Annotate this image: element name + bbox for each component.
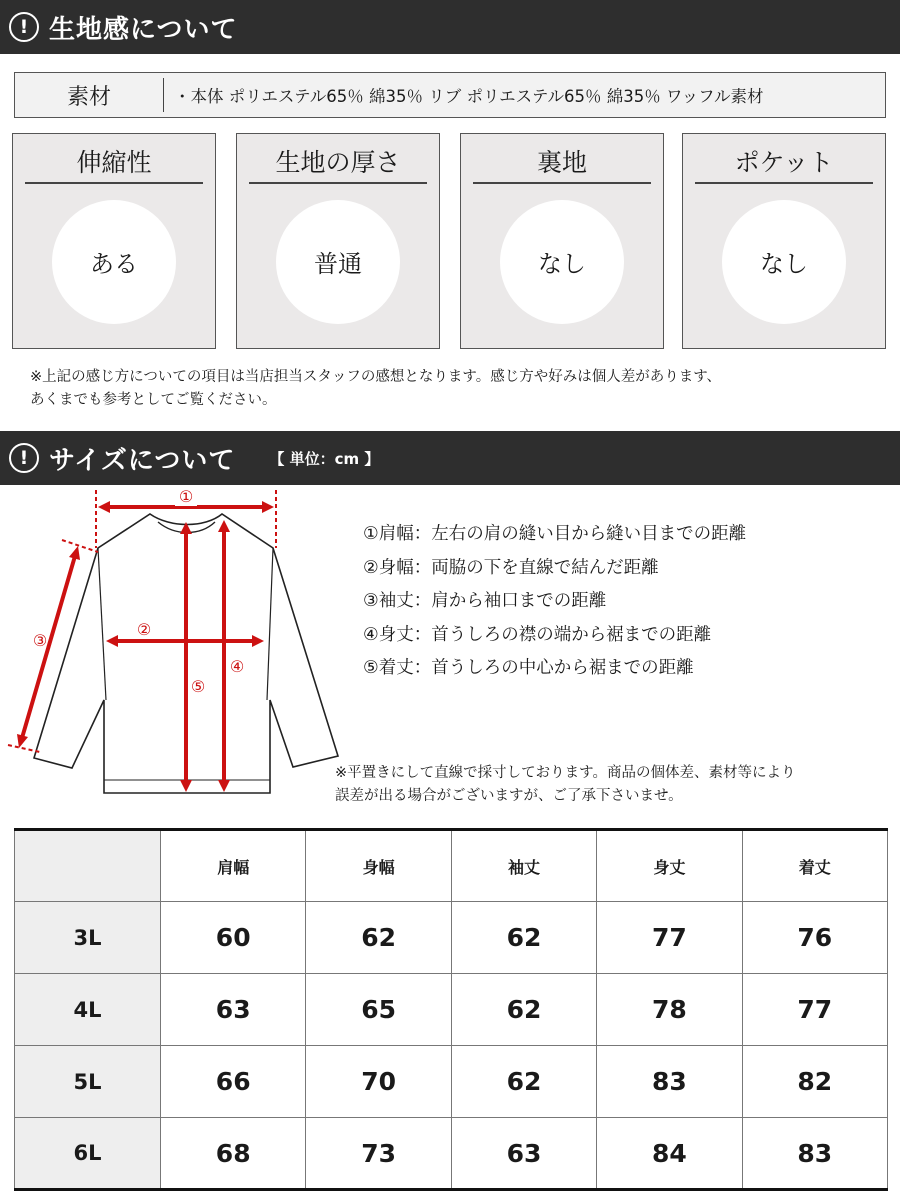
sleeve-arrow-head-bottom <box>17 734 28 748</box>
sleeve-guide-bottom <box>8 745 40 752</box>
marker-body-length: ④ <box>229 657 245 676</box>
row-size-label: 3L <box>15 902 161 974</box>
table-cell: 62 <box>451 1046 596 1118</box>
attribute-value: なし <box>500 200 624 324</box>
attribute-title: ポケット <box>734 148 834 177</box>
table-corner-cell <box>15 830 161 902</box>
column-header-shoulder: 肩幅 <box>161 830 306 902</box>
attribute-card-pocket <box>682 133 886 349</box>
size-section-title: サイズについて <box>49 445 236 476</box>
row-size-label: 4L <box>15 974 161 1046</box>
attribute-value: なし <box>722 200 846 324</box>
table-row <box>15 1118 888 1190</box>
shoulder-arrow-head-right <box>262 501 274 513</box>
table-row <box>15 1046 888 1118</box>
marker-shoulder: ① <box>178 487 194 506</box>
size-table <box>14 828 888 1191</box>
attribute-divider <box>25 182 203 184</box>
attribute-divider <box>473 182 651 184</box>
table-header-row <box>15 830 888 902</box>
attribute-card-thickness <box>236 133 440 349</box>
legend-item-shoulder: ①肩幅：左右の肩の縫い目から縫い目までの距離 <box>363 524 747 544</box>
row-size-label: 6L <box>15 1118 161 1190</box>
material-value: ・本体 ポリエステル65％ 綿35％ リブ ポリエステル65％ 綿35％ ワッフル素材 <box>174 87 764 106</box>
attribute-title: 裏地 <box>536 148 587 177</box>
table-cell: 77 <box>742 974 887 1046</box>
legend-item-total-length: ⑤着丈：首うしろの中心から裾までの距離 <box>363 658 694 678</box>
fabric-note <box>30 366 721 412</box>
table-cell: 83 <box>597 1046 742 1118</box>
table-cell: 76 <box>742 902 887 974</box>
material-row <box>14 72 886 118</box>
marker-total-length: ⑤ <box>190 677 206 696</box>
garment-measurement-diagram <box>0 484 350 814</box>
shoulder-arrow-head-left <box>98 501 110 513</box>
attribute-card-lining <box>460 133 664 349</box>
table-cell: 62 <box>451 974 596 1046</box>
table-cell: 63 <box>161 974 306 1046</box>
column-header-total-length: 着丈 <box>742 830 887 902</box>
table-cell: 78 <box>597 974 742 1046</box>
measurement-note-line: ※平置きにして直線で採寸しております。商品の個体差、素材等により <box>335 765 796 781</box>
attribute-title: 伸縮性 <box>76 148 152 177</box>
measurement-legend <box>363 518 746 686</box>
table-cell: 82 <box>742 1046 887 1118</box>
table-cell: 68 <box>161 1118 306 1190</box>
fabric-section-header <box>0 0 900 54</box>
attribute-divider <box>695 182 873 184</box>
exclamation-icon: ! <box>9 443 39 473</box>
column-header-chest: 身幅 <box>306 830 451 902</box>
table-cell: 84 <box>597 1118 742 1190</box>
table-cell: 83 <box>742 1118 887 1190</box>
measurement-note-line: 誤差が出る場合がございますが、ご了承下さいませ。 <box>335 788 683 804</box>
attribute-divider <box>249 182 427 184</box>
table-cell: 77 <box>597 902 742 974</box>
attribute-title: 生地の厚さ <box>275 148 401 177</box>
sleeve-guide-top <box>62 540 98 552</box>
sleeve-arrow-head-top <box>69 546 80 560</box>
table-row <box>15 974 888 1046</box>
size-section-header <box>0 431 900 485</box>
column-header-sleeve: 袖丈 <box>451 830 596 902</box>
table-cell: 63 <box>451 1118 596 1190</box>
column-header-body-length: 身丈 <box>597 830 742 902</box>
table-cell: 62 <box>306 902 451 974</box>
measurement-note <box>335 762 796 808</box>
fabric-section-title: 生地感について <box>49 14 238 45</box>
table-cell: 66 <box>161 1046 306 1118</box>
material-label: 素材 <box>66 84 111 110</box>
table-cell: 70 <box>306 1046 451 1118</box>
attribute-value: ある <box>52 200 176 324</box>
legend-item-chest: ②身幅：両脇の下を直線で結んだ距離 <box>363 557 659 578</box>
marker-sleeve: ③ <box>32 631 48 650</box>
table-row <box>15 902 888 974</box>
legend-item-sleeve: ③袖丈：肩から袖口までの距離 <box>363 591 607 611</box>
material-divider <box>163 78 164 112</box>
unit-label: 【 単位：cm 】 <box>269 449 380 468</box>
row-size-label: 5L <box>15 1046 161 1118</box>
attribute-value: 普通 <box>276 200 400 324</box>
table-cell: 60 <box>161 902 306 974</box>
table-cell: 62 <box>451 902 596 974</box>
table-cell: 73 <box>306 1118 451 1190</box>
fabric-note-line: あくまでも参考としてご覧ください。 <box>30 392 277 408</box>
legend-item-body-length: ④身丈：首うしろの襟の端から裾までの距離 <box>363 624 712 645</box>
table-cell: 65 <box>306 974 451 1046</box>
exclamation-icon: ! <box>9 12 39 42</box>
fabric-note-line: ※上記の感じ方についての項目は当店担当スタッフの感想となります。感じ方や好みは個人差があります、 <box>30 369 722 385</box>
marker-chest: ② <box>136 620 152 639</box>
attribute-card-stretch <box>12 133 216 349</box>
